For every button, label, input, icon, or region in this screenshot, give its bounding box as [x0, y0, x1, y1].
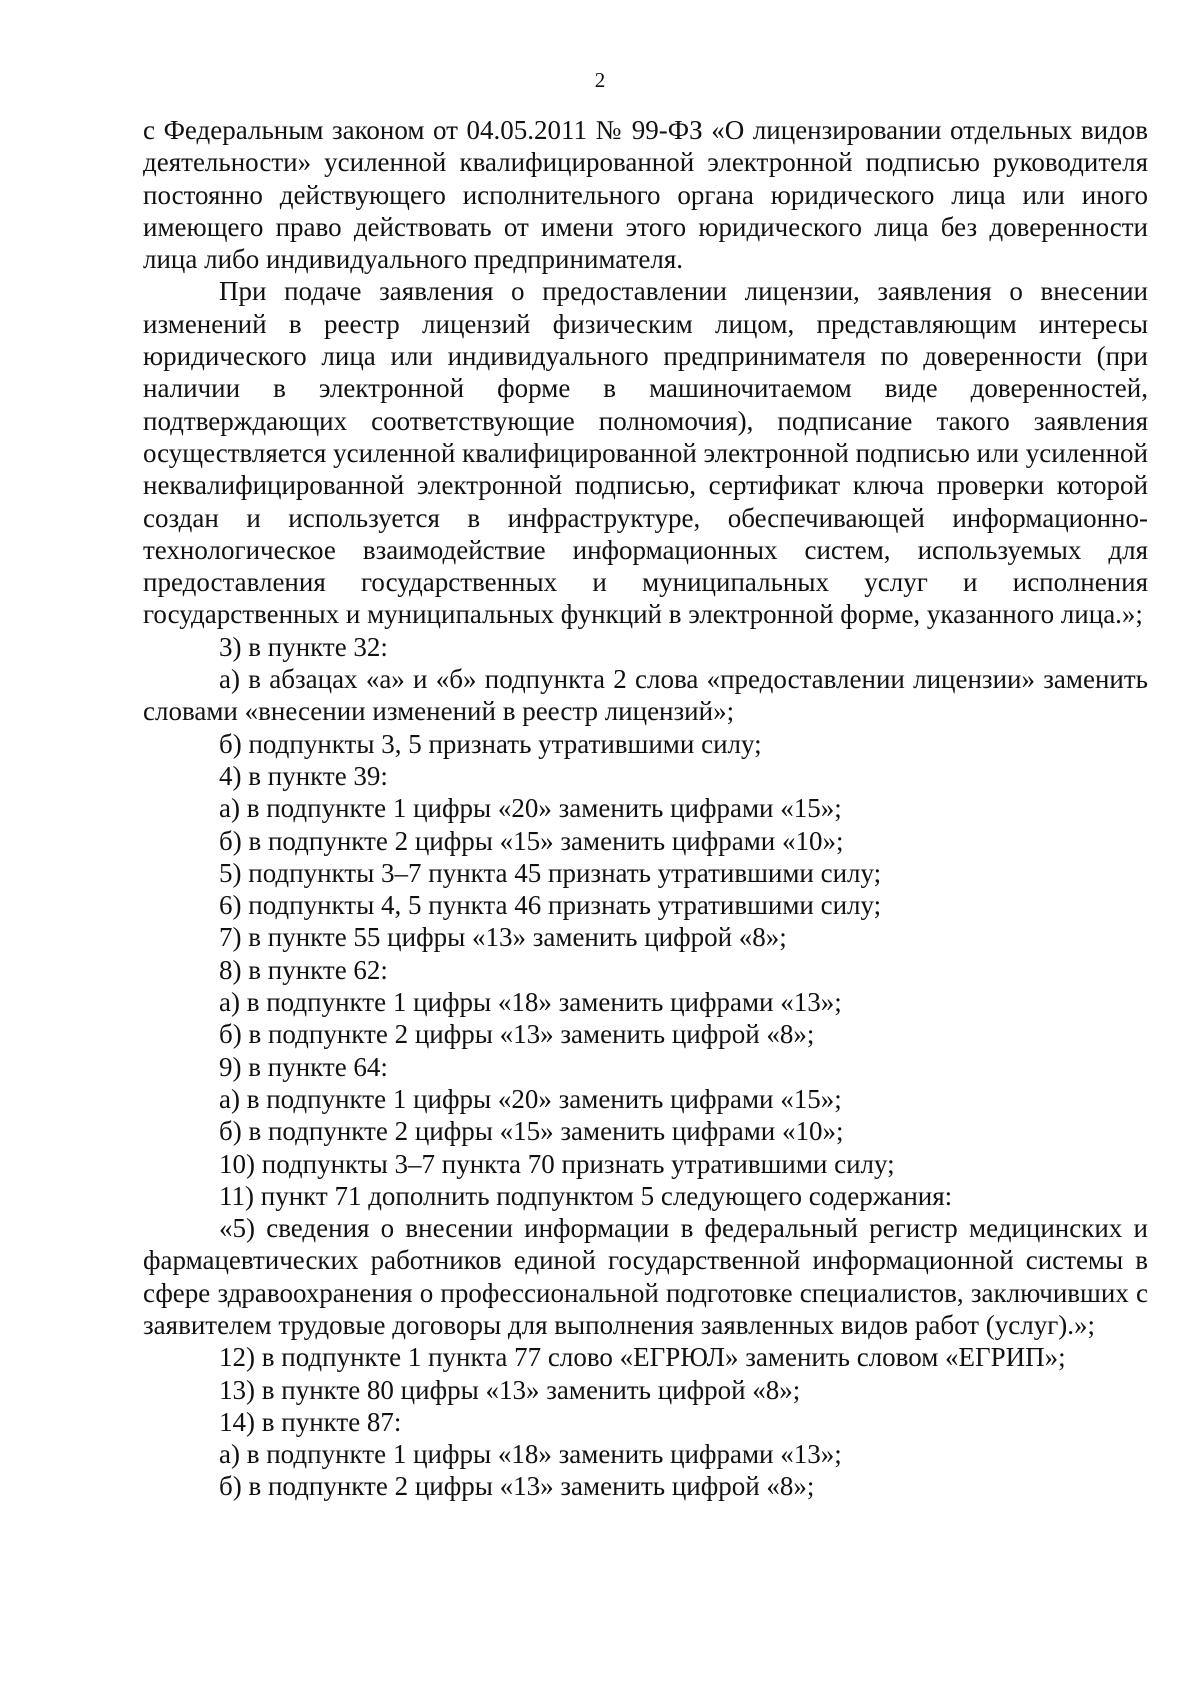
list-item: 9) в пункте 64:	[219, 1051, 388, 1082]
paragraph-continuation: с Федеральным законом от 04.05.2011 № 99-ФЗ «О лицензировании отдельных видов деятельности» усиленной квалифицированной электронной подписью руководителя постоянно действующего исполнительного органа юридического лица или иного имеющего право действовать от имени этого юридического лица без доверенности лица либо индивидуального предпринимателя.	[143, 115, 1148, 275]
list-item: 14) в пункте 87:	[219, 1406, 402, 1437]
list-item: 4) в пункте 39:	[219, 760, 388, 791]
list-item: 13) в пункте 80 цифры «13» заменить цифрой «8»;	[219, 1374, 801, 1405]
list-item: б) в подпункте 2 цифры «15» заменить цифрами «10»;	[219, 825, 844, 856]
list-item: а) в подпункте 1 цифры «18» заменить цифрами «13»;	[219, 1439, 842, 1470]
list-item: 7) в пункте 55 цифры «13» заменить цифрой «8»;	[219, 922, 787, 953]
list-item: а) в подпункте 1 цифры «20» заменить цифрами «15»;	[219, 1083, 842, 1114]
list-item: а) в подпункте 1 цифры «18» заменить цифрами «13»;	[219, 987, 842, 1018]
list-item: а) в подпункте 1 цифры «20» заменить цифрами «15»;	[219, 793, 842, 824]
page-number: 2	[594, 68, 606, 92]
quoted-subclause: «5) сведения о внесении информации в федеральный регистр медицинских и фармацевтических работников единой государственной информационной системы в сфере здравоохранения о профессиональной подготовке специалистов, заключивших с заявителем трудовые договоры для выполнения заявленных видов работ (услуг).»;	[143, 1213, 1148, 1340]
list-item: 11) пункт 71 дополнить подпунктом 5 следующего содержания:	[219, 1180, 953, 1211]
paragraph-power-of-attorney: При подаче заявления о предоставлении лицензии, заявления о внесении изменений в реестр лицензий физическим лицом, представляющим интересы юридического лица или индивидуального предпринимателя по доверенности (при наличии в электронной форме в машиночитаемом виде доверенностей, подтверждающих соответствующие полномочия), подписание такого заявления осуществляется усиленной квалифицированной электронной подписью или усиленной неквалифицированной электронной подписью, сертификат ключа проверки которой создан и используется в инфраструктуре, обеспечивающей информационно-технологическое взаимодействие информационных систем, используемых для предоставления государственных и муниципальных услуг и исполнения государственных и муниципальных функций в электронной форме, указанного лица.»;	[143, 276, 1148, 630]
list-item: 10) подпункты 3–7 пункта 70 признать утратившими силу;	[219, 1148, 895, 1179]
list-item: а) в абзацах «а» и «б» подпункта 2 слова «предоставлении лицензии» заменить словами «внесении изменений в реестр лицензий»;	[143, 664, 1148, 727]
list-item: б) подпункты 3, 5 признать утратившими силу;	[219, 728, 762, 759]
document-body	[143, 114, 1148, 1503]
list-item: 8) в пункте 62:	[219, 954, 388, 985]
list-item: 12) в подпункте 1 пункта 77 слово «ЕГРЮЛ» заменить словом «ЕГРИП»;	[219, 1342, 1066, 1373]
list-item: 5) подпункты 3–7 пункта 45 признать утратившими силу;	[219, 857, 882, 888]
list-item: 6) подпункты 4, 5 пункта 46 признать утратившими силу;	[219, 890, 882, 921]
list-item: б) в подпункте 2 цифры «13» заменить цифрой «8»;	[219, 1019, 815, 1050]
list-item: б) в подпункте 2 цифры «15» заменить цифрами «10»;	[219, 1116, 844, 1147]
list-item: б) в подпункте 2 цифры «13» заменить цифрой «8»;	[219, 1471, 815, 1502]
list-item: 3) в пункте 32:	[219, 631, 388, 662]
